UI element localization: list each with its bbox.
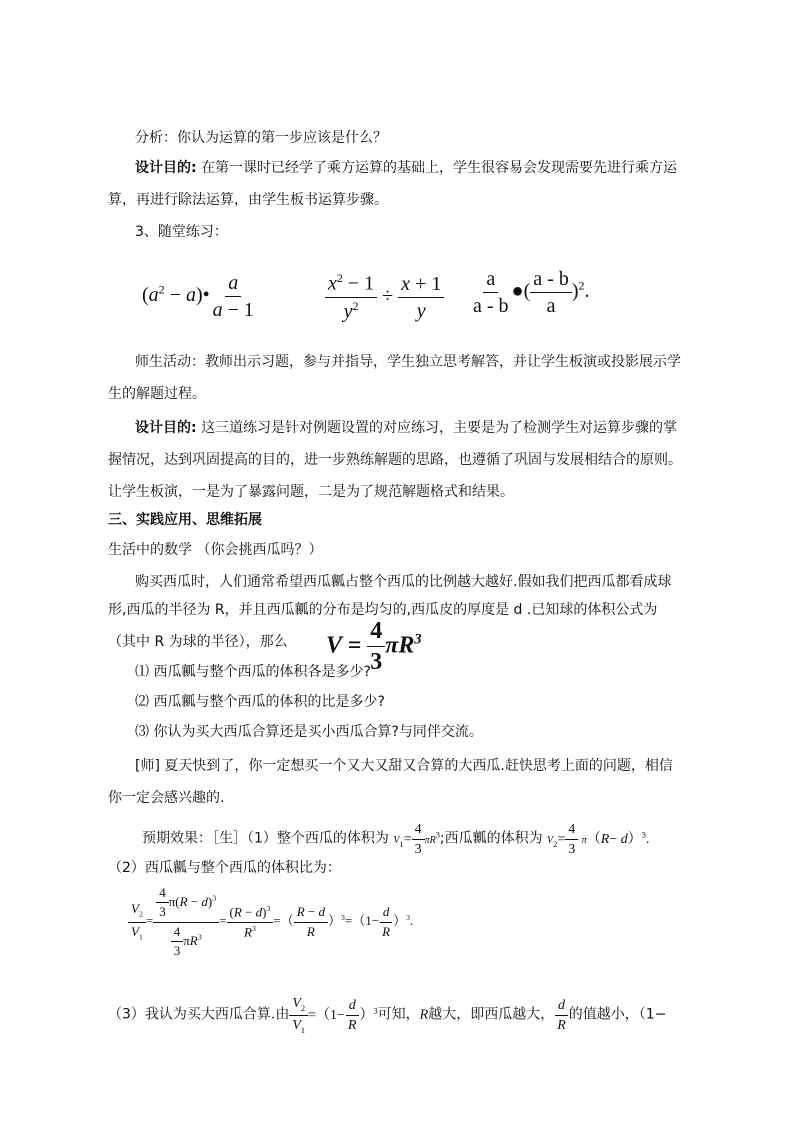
design-purpose-2-line3: 让学生板演，一是为了暴露问题，二是为了规范解题格式和结果。 — [108, 484, 514, 500]
part-3-mid2: 越大，即西瓜越大， — [428, 1006, 555, 1023]
part-3-d-over-r: $\frac{d}{R}$ — [554, 1008, 569, 1023]
question-2: ⑵ 西瓜瓤与整个西瓜的体积的比是多少? — [135, 694, 385, 710]
design-purpose-1-line2: 算，再进行除法运算，由学生板书运算步骤。 — [108, 192, 388, 208]
watermelon-line3: （其中 R 为球的半径），那么 — [108, 634, 288, 650]
expected-result-line — [142, 818, 649, 861]
expected-result-mid: ;西瓜瓤的体积为 — [439, 830, 543, 847]
part-3-tail: 的值越小，（1− — [568, 1006, 667, 1023]
teacher-line2: 你一定会感兴趣的. — [108, 790, 225, 806]
teacher-line1: [师] 夏天快到了，你一定想买一个又大又甜又合算的大西瓜.赶快思考上面的问题，相信 — [135, 758, 673, 774]
exercise-1-formula: ($a^2$ − a)• $\frac{a}{a - 1}$ — [142, 272, 254, 321]
design-purpose-text: 在第一课时已经学了乘方运算的基础上，学生很容易会发现需要先进行乘方运 — [201, 160, 678, 176]
design-purpose-label: 设计目的: — [135, 160, 197, 176]
v1-formula: $V_1=$ $\frac{4}{3}$ $\pi R^3$ — [393, 821, 440, 857]
ratio-formula: $\frac{V_2}{V_1}$ = $\frac{4}{3}$ $\pi(R - d)^3$ $\frac{4}{3}$ $\pi R^3$ = $\frac{(R - d)^3}{R^3}$ =（ $\frac{R - d}{R}$ ）$^3$=（1− $\frac{d}{R}$ ）$^3$. — [128, 886, 413, 958]
exercise-2-formula: $\frac{x^2 - 1}{y^2}$ ÷ $\frac{x + 1}{y}$ — [325, 272, 444, 322]
section-heading: 三、实践应用、思维拓展 — [108, 512, 262, 528]
exercise-3-formula: $\frac{a}{a - b}$ ●( $\frac{a - b}{a}$ )$^2$. — [473, 268, 590, 317]
activity-line2: 生的解题过程。 — [108, 386, 206, 402]
part-3-line: （3）我认为买大西瓜合算.由 $\frac{V_2}{V_1}$ =（1− $\frac{d}{R}$ ）$^3$可知，R越大，即西瓜越大， $\frac{d}{R}$ 的值越小，（1− — [108, 995, 667, 1035]
design-purpose-1-line1 — [135, 158, 677, 178]
part-2-heading: （2）西瓜瓤与整个西瓜的体积比为： — [108, 860, 341, 876]
design-purpose-text: 这三道练习是针对例题设置的对应练习，主要是为了检测学生对运算步骤的掌 — [201, 420, 678, 436]
life-math-heading: 生活中的数学 （你会挑西瓜吗？） — [108, 542, 323, 558]
question-1: ⑴ 西瓜瓤与整个西瓜的体积各是多少? — [135, 664, 371, 680]
expected-result-prefix: 预期效果：［生］（1）整个西瓜的体积为 — [142, 830, 389, 847]
activity-line1: 师生活动：教师出示习题，参与并指导，学生独立思考解答，并让学生板演或投影展示学 — [135, 354, 681, 370]
design-purpose-2-line1 — [135, 418, 677, 438]
part-3-ratio: $\frac{V_2}{V_1}$ =（1− $\frac{d}{R}$ ）$^3$ — [289, 1008, 377, 1023]
part-3-mid1: 可知， — [377, 1006, 420, 1023]
design-purpose-label: 设计目的: — [135, 420, 197, 436]
v2-formula: $V_2=$ $\frac{4}{3}$ $\pi(R- d)^3$. — [547, 821, 650, 857]
sphere-volume-formula: V = $\frac{4}{3}$ $\pi R^3$ — [326, 618, 422, 676]
watermelon-line2: 形,西瓜的半径为 R，并且西瓜瓤的分布是均匀的,西瓜皮的厚度是 d .已知球的体积公式为 — [108, 602, 658, 618]
part-3-prefix: （3）我认为买大西瓜合算.由 — [108, 1006, 290, 1023]
design-purpose-2-line2: 握情况，达到巩固提高的目的，进一步熟练解题的思路，也遵循了巩固与发展相结合的原则。 — [108, 452, 682, 468]
question-3: ⑶ 你认为买大西瓜合算还是买小西瓜合算?与同伴交流。 — [135, 724, 483, 740]
analysis-paragraph: 分析：你认为运算的第一步应该是什么？ — [135, 130, 387, 146]
practice-heading: 3、随堂练习： — [135, 224, 228, 240]
watermelon-line1: 购买西瓜时，人们通常希望西瓜瓤占整个西瓜的比例越大越好.假如我们把西瓜都看成球 — [135, 574, 672, 590]
